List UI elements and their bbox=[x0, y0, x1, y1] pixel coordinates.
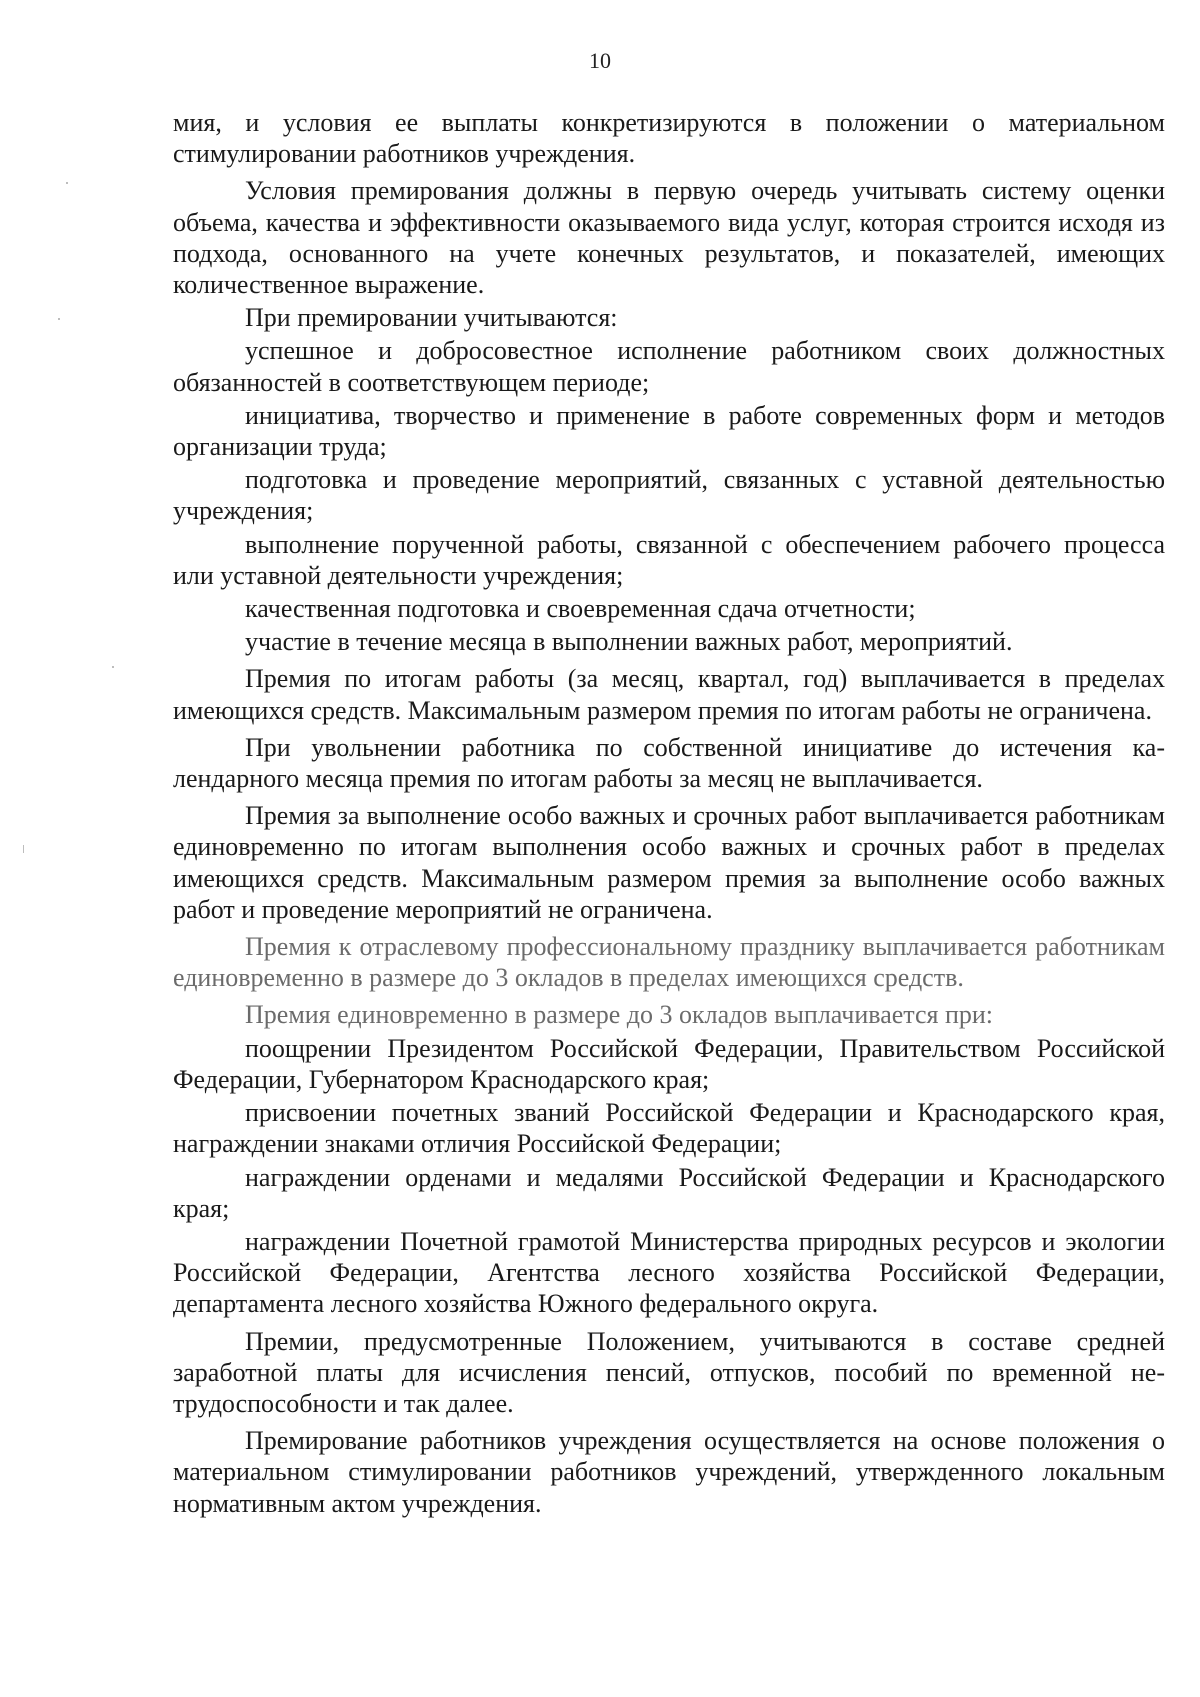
paragraph: При увольнении работника по собственной инициативе до истечения календарного месяца премия по итогам работы за месяц не выплачивается. bbox=[173, 732, 1165, 794]
paragraph: участие в течение месяца в выполнении важных работ, мероприятий. bbox=[245, 627, 1013, 657]
paragraph: Премии, предусмотренные Положением, учитываются в составе средней заработной платы для исчисления пенсий, отпусков, пособий по временной нетрудоспособности и так далее. bbox=[173, 1326, 1165, 1418]
scan-mark bbox=[23, 845, 24, 853]
paragraph: подготовка и проведение мероприятий, связанных с уставной деятельностью учреждения; bbox=[173, 465, 1165, 526]
paragraph: выполнение порученной работы, связанной с обеспечением рабочего процесса или уставной деятельности учреждения; bbox=[173, 529, 1165, 590]
paragraph: качественная подготовка и своевременная сдача отчетности; bbox=[245, 594, 916, 624]
document-body bbox=[173, 107, 1165, 1521]
paragraph: присвоении почетных званий Российской Федерации и Краснодарского края, награждении знаками отличия Российской Федерации; bbox=[173, 1098, 1165, 1159]
paragraph: Премия к отраслевому профессиональному празднику выплачивается работникам единовременно в размере до 3 окладов в пределах имеющихся средств. bbox=[173, 932, 1165, 993]
paragraph: Премия по итогам работы (за месяц, квартал, год) выплачивается в пределах имеющихся средств. Максимальным размером премия по итогам работы не ограничена. bbox=[173, 664, 1165, 725]
scan-mark bbox=[58, 318, 60, 320]
paragraph: награждении орденами и медалями Российской Федерации и Краснодарского края; bbox=[173, 1162, 1165, 1223]
scan-mark bbox=[112, 666, 114, 668]
paragraph: При премировании учитываются: bbox=[245, 303, 618, 333]
paragraph: успешное и добросовестное исполнение работником своих должностных обязанностей в соответствующем периоде; bbox=[173, 336, 1165, 397]
paragraph: награждении Почетной грамотой Министерства природных ресурсов и экологии Российской Федерации, Агентства лесного хозяйства Российской Федерации, департамента лесного хозяйства Южного федерального округа. bbox=[173, 1226, 1165, 1319]
paragraph: Премирование работников учреждения осуществляется на основе положения о материальном стимулировании работников учреждений, утвержденного локальным нормативным актом учреждения. bbox=[173, 1426, 1165, 1518]
paragraph: Условия премирования должны в первую очередь учитывать систему оценки объема, качества и эффективности оказываемого вида услуг, которая строится исходя из подхода, основанного на учете конечных результатов, и показателей, имеющих количественное выражение. bbox=[173, 176, 1165, 300]
scan-mark bbox=[66, 182, 68, 184]
paragraph: мия, и условия ее выплаты конкретизируются в положении о материальном стимулировании работников учреждения. bbox=[173, 108, 1165, 169]
paragraph: Премия единовременно в размере до 3 окладов выплачивается при: bbox=[245, 1000, 994, 1030]
paragraph: инициатива, творчество и применение в работе современных форм и методов организации труда; bbox=[173, 400, 1165, 462]
page-number: 10 bbox=[589, 48, 611, 73]
paragraph: Премия за выполнение особо важных и срочных работ выплачивается работникам единовременно по итогам выполнения особо важных и срочных работ в пределах имеющихся средств. Максимальным размером премия за выполнение особо важных работ и проведение мероприятий не ограничена. bbox=[173, 801, 1165, 924]
paragraph: поощрении Президентом Российской Федерации, Правительством Российской Федерации, Губернатором Краснодарского края; bbox=[173, 1033, 1165, 1094]
